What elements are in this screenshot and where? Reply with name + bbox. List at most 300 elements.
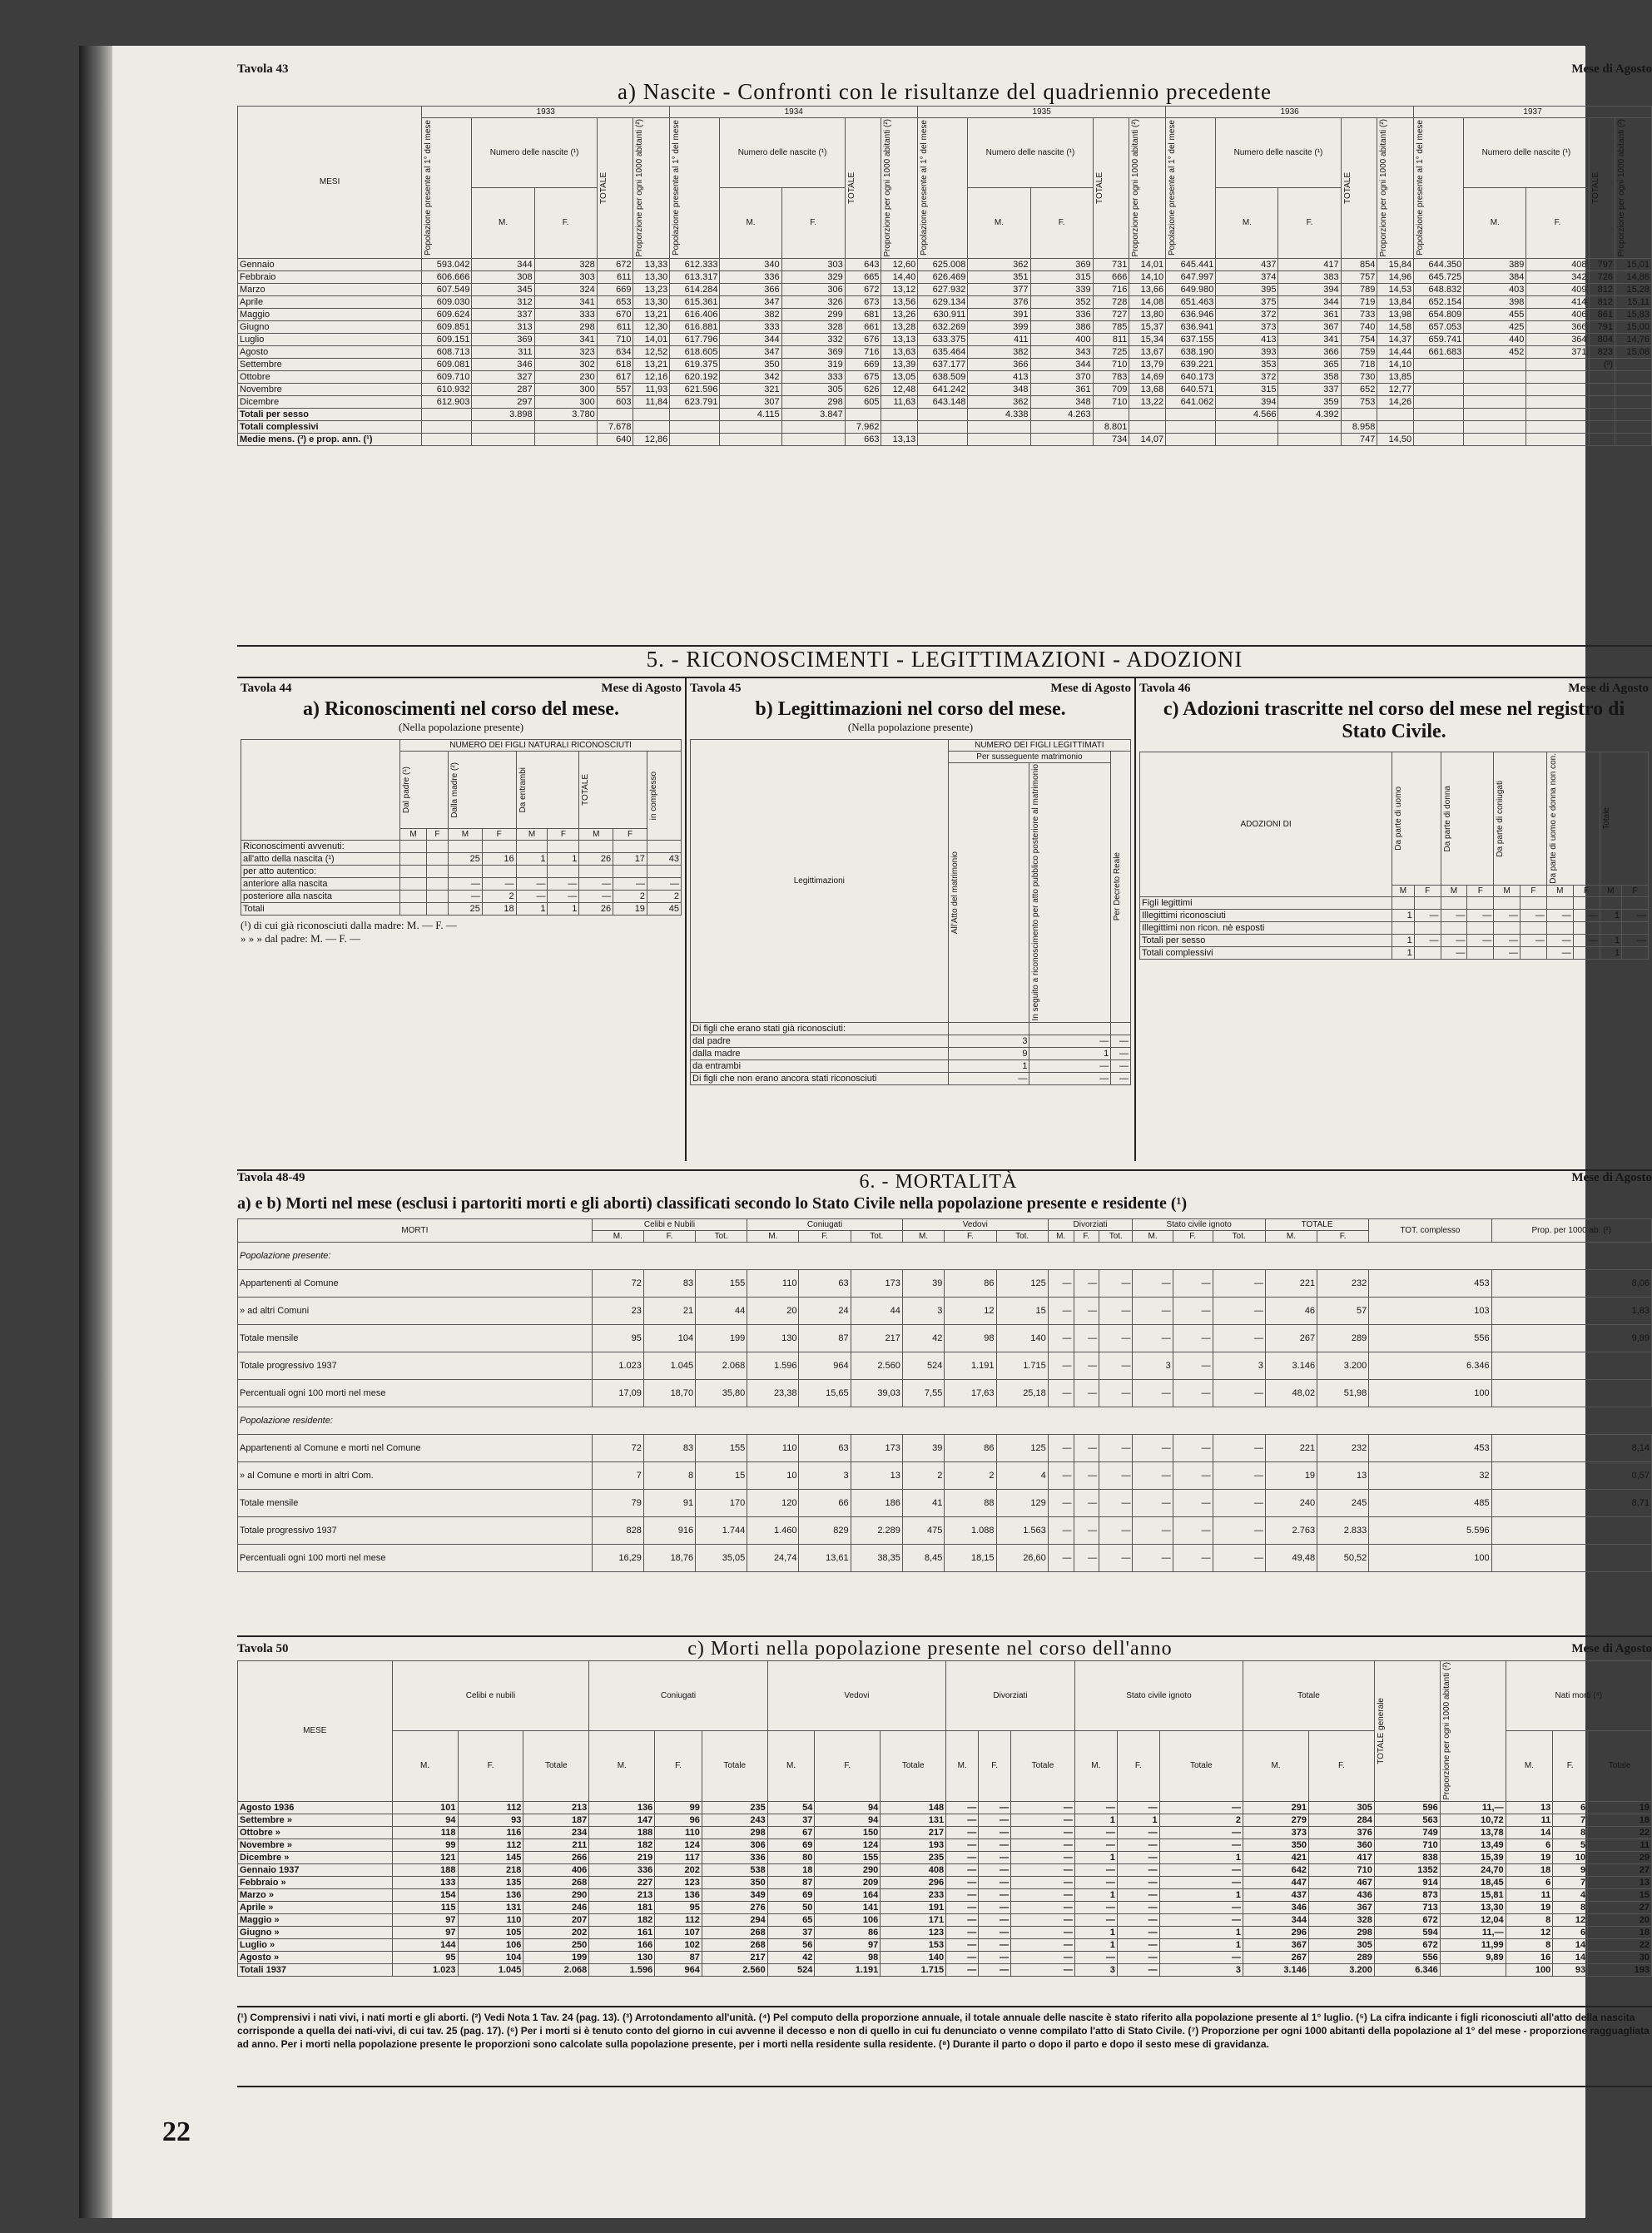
month-label: Settembre	[238, 358, 422, 370]
t50-cell: 12	[1553, 1913, 1588, 1926]
t46-cell	[1441, 896, 1467, 909]
deaths-cell: 1,83	[1491, 1298, 1651, 1325]
births-cell: 375	[1216, 295, 1278, 308]
f-header: F.	[781, 188, 845, 258]
t50-cell: —	[946, 1876, 979, 1888]
t50-cell: 1	[1074, 1926, 1117, 1938]
t50-cell: 217	[702, 1951, 767, 1963]
births-cell	[1414, 358, 1464, 370]
t44-cell: 1	[516, 853, 548, 866]
t44-cell	[426, 841, 448, 853]
t50-total-cell: 2.560	[702, 1963, 767, 1976]
t50-cell: 8	[1506, 1913, 1553, 1926]
t50-cell: 171	[881, 1913, 946, 1926]
t50-cell: 710	[1374, 1839, 1440, 1851]
sum-cell: 4.338	[968, 408, 1030, 420]
t46-cell: —	[1546, 934, 1573, 946]
t50-cell: 1	[1159, 1888, 1243, 1901]
deaths-cell: 1.045	[643, 1352, 695, 1380]
t46-col-header: Da parte di donna	[1441, 752, 1494, 886]
t50-cell: —	[1159, 1863, 1243, 1876]
births-cell: 785	[1093, 320, 1129, 333]
births-pop-header: Popolazione presente al 1° del mese	[1166, 118, 1216, 259]
t50-month-label: Marzo »	[238, 1888, 393, 1901]
deaths-cell: 199	[696, 1325, 747, 1352]
t50-total-cell: 1.596	[589, 1963, 655, 1976]
sub-header: F.	[799, 1231, 851, 1243]
t45-row-label: da entrambi	[691, 1059, 949, 1072]
deaths-row-label: Popolazione residente:	[238, 1407, 1652, 1435]
births-num-header: Numero delle nascite (¹)	[472, 118, 597, 188]
births-cell: 341	[534, 333, 597, 345]
births-cell: 593.042	[422, 258, 472, 270]
t50-cell: 96	[655, 1814, 702, 1826]
t50-cell: 181	[589, 1901, 655, 1913]
t50-total-cell: —	[1117, 1963, 1159, 1976]
t50-cell: —	[946, 1913, 979, 1926]
t50-cell: 207	[523, 1913, 589, 1926]
births-cell: 618	[597, 358, 633, 370]
t46-cell: —	[1494, 934, 1521, 946]
deaths-cell: 155	[696, 1270, 747, 1298]
month-label: Maggio	[238, 308, 422, 320]
t50-cell: 9	[1553, 1863, 1588, 1876]
t44-cell: —	[449, 878, 483, 891]
t50-total-cell: 1.045	[458, 1963, 523, 1976]
t50-cell: 98	[815, 1951, 881, 1963]
deaths-cell: 39	[902, 1270, 945, 1298]
births-cell: 351	[968, 270, 1030, 283]
t44-cell: 43	[647, 853, 681, 866]
sum-cell: 4.115	[720, 408, 781, 420]
t50-row	[238, 1876, 1652, 1888]
page-number: 22	[162, 2116, 191, 2147]
t50-cell: 164	[815, 1888, 881, 1901]
deaths-cell: 13	[1317, 1462, 1369, 1490]
t45-cell: —	[1029, 1072, 1111, 1084]
births-cell: 640.173	[1166, 370, 1216, 383]
deaths-cell: 13	[851, 1462, 902, 1490]
t44-cell: 1	[548, 853, 579, 866]
t50-cell: 136	[589, 1801, 655, 1814]
f-header: F.	[1526, 188, 1589, 258]
t50-cell: 296	[881, 1876, 946, 1888]
t46-cell	[1600, 921, 1622, 934]
t50-cell: 4	[1553, 1888, 1588, 1901]
t50-month-label: Dicembre »	[238, 1851, 393, 1863]
f-header: F	[1521, 885, 1547, 896]
t50-cell: 15	[1588, 1888, 1652, 1901]
t50-cell: 12,04	[1440, 1913, 1506, 1926]
sub-header: Totale	[1011, 1731, 1075, 1801]
deaths-row-label: Totale mensile	[238, 1325, 593, 1352]
t50-cell: 87	[655, 1951, 702, 1963]
t46-cell	[1414, 946, 1441, 959]
deaths-row	[238, 1407, 1652, 1435]
deaths-cell: 44	[696, 1298, 747, 1325]
t46-col-header: Totale	[1600, 752, 1648, 886]
t46-cell	[1573, 896, 1600, 909]
t50-month-label: Novembre »	[238, 1839, 393, 1851]
t44-cell: —	[449, 891, 483, 903]
t46-cell	[1622, 896, 1649, 909]
births-cell: 13,98	[1377, 308, 1414, 320]
t46-cell	[1494, 921, 1521, 934]
t45-row-label: dalla madre	[691, 1047, 949, 1059]
births-cell: 611	[597, 270, 633, 283]
sum-cell: 7.678	[597, 420, 633, 433]
births-cell: 652	[1341, 383, 1377, 395]
t44-cell	[613, 866, 647, 878]
births-cell: 647.997	[1166, 270, 1216, 283]
t50-cell: 148	[881, 1801, 946, 1814]
t50-total-cell: 1.715	[881, 1963, 946, 1976]
t50-cell: —	[1011, 1876, 1075, 1888]
t48-tavola: Tavola 48-49	[237, 1171, 305, 1184]
t50-cell: 15,81	[1440, 1888, 1506, 1901]
deaths-cell: 87	[799, 1325, 851, 1352]
t50-cell: 22	[1588, 1826, 1652, 1839]
deaths-cell: 8,14	[1491, 1435, 1651, 1462]
t50-cell: —	[1117, 1876, 1159, 1888]
births-cell: 302	[534, 358, 597, 370]
births-cell: 651.463	[1166, 295, 1216, 308]
t50-cell: 123	[881, 1926, 946, 1938]
births-cell: 657.053	[1414, 320, 1464, 333]
deaths-cell: —	[1213, 1462, 1265, 1490]
births-cell: 287	[472, 383, 534, 395]
deaths-cell: 155	[696, 1435, 747, 1462]
t50-cell: 1	[1074, 1851, 1117, 1863]
deaths-row	[238, 1545, 1652, 1572]
deaths-cell: 98	[945, 1325, 996, 1352]
t50-cell: 1	[1159, 1851, 1243, 1863]
t50-cell: 27	[1588, 1901, 1652, 1913]
t50-cell: 16	[1506, 1951, 1553, 1963]
births-cell: 632.269	[918, 320, 968, 333]
births-cell: 672	[845, 283, 881, 295]
births-cell: 804	[1589, 333, 1615, 345]
t50-month-label: Gennaio 1937	[238, 1863, 393, 1876]
t45-tavola: Tavola 45	[690, 682, 742, 695]
deaths-cell: —	[1048, 1517, 1074, 1545]
t50-cell: 188	[392, 1863, 458, 1876]
births-prop-header: Proporzione per ogni 1000 abitanti (²)	[881, 118, 918, 259]
t50-cell: —	[979, 1926, 1011, 1938]
t50-cell: 563	[1374, 1814, 1440, 1826]
t46-title: c) Adozioni trascritte nel corso del mese nel registro di Stato Civile.	[1163, 698, 1625, 742]
births-month-row	[238, 320, 1652, 333]
births-cell: 366	[1526, 320, 1589, 333]
births-cell: 15,84	[1377, 258, 1414, 270]
t50-cell: 213	[589, 1888, 655, 1901]
births-cell: 365	[1278, 358, 1341, 370]
t45-panel	[687, 678, 1136, 1161]
t50-cell: 121	[392, 1851, 458, 1863]
t45-row	[691, 1072, 1131, 1084]
births-cell: 14,53	[1377, 283, 1414, 295]
deaths-cell: 221	[1265, 1270, 1317, 1298]
births-cell: 299	[781, 308, 845, 320]
t46-cell: —	[1441, 946, 1467, 959]
t50-cell: 116	[458, 1826, 523, 1839]
births-year-header: 1933	[422, 107, 670, 118]
t50-cell: —	[946, 1888, 979, 1901]
t50-cell: 130	[589, 1951, 655, 1963]
t50-cell: 123	[655, 1876, 702, 1888]
t50-cell: 37	[767, 1926, 815, 1938]
births-cell: 343	[1030, 345, 1093, 358]
deaths-cell: —	[1133, 1325, 1173, 1352]
sub-header: M.	[1074, 1731, 1117, 1801]
births-cell: 811	[1093, 333, 1129, 345]
t50-cell: 873	[1374, 1888, 1440, 1901]
deaths-cell: —	[1173, 1352, 1213, 1380]
t46-row-label: Figli legittimi	[1140, 896, 1392, 909]
deaths-cell: —	[1074, 1490, 1099, 1517]
deaths-cell: 46	[1265, 1298, 1317, 1325]
births-cell: 661.683	[1414, 345, 1464, 358]
m-header: M	[1494, 885, 1521, 896]
deaths-cell: 1.563	[996, 1517, 1048, 1545]
deaths-cell: 6.346	[1369, 1352, 1491, 1380]
births-cell: 389	[1464, 258, 1526, 270]
t44-cell: 1	[516, 903, 548, 916]
t50-cell: 117	[655, 1851, 702, 1863]
t50-cell: 538	[702, 1863, 767, 1876]
births-cell: 348	[968, 383, 1030, 395]
t50-total-cell: 100	[1506, 1963, 1553, 1976]
t50-cell: 150	[815, 1826, 881, 1839]
t45-title: b) Legittimazioni nel corso del mese.	[755, 698, 1066, 720]
t50-cell: 93	[458, 1814, 523, 1826]
births-month-row	[238, 333, 1652, 345]
births-cell: 437	[1216, 258, 1278, 270]
t44-cell	[548, 841, 579, 853]
t50-cell: 11,99	[1440, 1938, 1506, 1951]
sub-header: Totale	[1159, 1731, 1243, 1801]
t50-cell: —	[1074, 1863, 1117, 1876]
births-cell: 643	[845, 258, 881, 270]
deaths-cell: 57	[1317, 1298, 1369, 1325]
m-header: M.	[720, 188, 781, 258]
births-cell: 759	[1341, 345, 1377, 358]
t44-cell	[426, 891, 448, 903]
births-month-row	[238, 258, 1652, 270]
t50-cell: 118	[392, 1826, 458, 1839]
births-cell: 384	[1464, 270, 1526, 283]
t50-cell: 6	[1553, 1926, 1588, 1938]
t45-row	[691, 1035, 1131, 1047]
births-cell: 15,34	[1129, 333, 1166, 345]
t50-cell: 106	[458, 1938, 523, 1951]
births-cell: 329	[781, 270, 845, 283]
deaths-cell: 23	[592, 1298, 643, 1325]
births-cell: 333	[534, 308, 597, 320]
t50-row	[238, 1913, 1652, 1926]
t50-cell: —	[1117, 1926, 1159, 1938]
births-cell: 609.081	[422, 358, 472, 370]
t50-cell: 268	[702, 1926, 767, 1938]
f-header: F.	[1030, 188, 1093, 258]
births-cell: 640.571	[1166, 383, 1216, 395]
births-month-row	[238, 370, 1652, 383]
t50-row	[238, 1888, 1652, 1901]
births-cell: 609.151	[422, 333, 472, 345]
t50-cell: 13	[1506, 1801, 1553, 1814]
births-cell: 13,30	[633, 270, 670, 283]
births-cell: 627.932	[918, 283, 968, 295]
t50-cell: —	[1074, 1839, 1117, 1851]
t46-cell	[1546, 921, 1573, 934]
t45-cell: —	[1029, 1035, 1111, 1047]
t44-cell: —	[516, 891, 548, 903]
t50-cell: —	[979, 1851, 1011, 1863]
t50-total-cell: 3	[1074, 1963, 1117, 1976]
births-cell: 638.190	[1166, 345, 1216, 358]
sub-header: M.	[767, 1731, 815, 1801]
births-cell: 333	[720, 320, 781, 333]
deaths-cell: 964	[799, 1352, 851, 1380]
t46-table	[1139, 752, 1649, 960]
t50-cell: 161	[589, 1926, 655, 1938]
deaths-cell: 829	[799, 1517, 851, 1545]
t50-cell: 13,49	[1440, 1839, 1506, 1851]
births-cell: 315	[1030, 270, 1093, 283]
deaths-cell: 20	[747, 1298, 799, 1325]
t50-cell: 13	[1588, 1876, 1652, 1888]
deaths-cell: 2.068	[696, 1352, 747, 1380]
deaths-group-header: Stato civile ignoto	[1133, 1219, 1265, 1231]
births-cell	[1615, 358, 1651, 370]
deaths-cell: 7	[592, 1462, 643, 1490]
sub-header: M.	[592, 1231, 643, 1243]
t50-cell: 27	[1588, 1863, 1652, 1876]
sub-header: F.	[945, 1231, 996, 1243]
births-cell: 440	[1464, 333, 1526, 345]
f-header: F	[1467, 885, 1494, 896]
deaths-cell: 221	[1265, 1435, 1317, 1462]
sum-cell: 8.958	[1341, 420, 1377, 433]
deaths-cell: 110	[747, 1435, 799, 1462]
births-cell: 13,28	[881, 320, 918, 333]
births-cell	[1464, 395, 1526, 408]
births-cell: 366	[1278, 345, 1341, 358]
deaths-cell: 232	[1317, 1270, 1369, 1298]
t44-row-label: per atto autentico:	[241, 866, 400, 878]
deaths-cell: 19	[1265, 1462, 1317, 1490]
t44-cell: 25	[449, 903, 483, 916]
deaths-cell: 83	[643, 1270, 695, 1298]
month-label: Marzo	[238, 283, 422, 295]
t50-cell: 6	[1506, 1839, 1553, 1851]
deaths-row	[238, 1517, 1652, 1545]
births-cell: 345	[472, 283, 534, 295]
t50-group-header: Proporzione per ogni 1000 abitanti (²)	[1440, 1661, 1506, 1802]
t46-cell: 1	[1600, 946, 1622, 959]
births-month-row	[238, 345, 1652, 358]
deaths-cell: —	[1133, 1298, 1173, 1325]
births-cell: 324	[534, 283, 597, 295]
t50-total-cell: 1.191	[815, 1963, 881, 1976]
t50-cell: 141	[815, 1901, 881, 1913]
t50-row	[238, 1938, 1652, 1951]
t50-cell: 11,—	[1440, 1926, 1506, 1938]
deaths-cell: 86	[945, 1435, 996, 1462]
deaths-cell: —	[1133, 1462, 1173, 1490]
t50-cell: 110	[458, 1913, 523, 1926]
t50-cell: 14	[1553, 1951, 1588, 1963]
births-cell	[1464, 358, 1526, 370]
births-cell: 789	[1341, 283, 1377, 295]
deaths-cell: —	[1099, 1435, 1133, 1462]
births-cell: 607.549	[422, 283, 472, 295]
t50-cell: 104	[458, 1951, 523, 1963]
t44-foot1: (¹) di cui già riconosciuti dalla madre: M. — F. —	[241, 919, 457, 931]
deaths-cell: —	[1173, 1462, 1213, 1490]
deaths-cell: —	[1213, 1298, 1265, 1325]
t46-month: Mese di Agosto	[1568, 682, 1649, 695]
m-header: M.	[1464, 188, 1526, 258]
t50-cell: 145	[458, 1851, 523, 1863]
deaths-cell: 50,52	[1317, 1545, 1369, 1572]
births-cell: 347	[720, 345, 781, 358]
deaths-cell: —	[1048, 1490, 1074, 1517]
t50-cell: —	[1117, 1901, 1159, 1913]
births-cell: 609.030	[422, 295, 472, 308]
deaths-row-label: Totale mensile	[238, 1490, 593, 1517]
deaths-cell: —	[1133, 1490, 1173, 1517]
births-cell: 452	[1464, 345, 1526, 358]
deaths-cell: 3	[1133, 1352, 1173, 1380]
m-header: M	[516, 829, 548, 841]
t50-cell: 437	[1243, 1888, 1309, 1901]
t44-row	[241, 903, 682, 916]
deaths-cell: 173	[851, 1435, 902, 1462]
births-cell: 300	[534, 383, 597, 395]
t50-cell: 67	[767, 1826, 815, 1839]
births-cell: 366	[968, 358, 1030, 370]
t50-cell: —	[946, 1951, 979, 1963]
deaths-cell: —	[1099, 1462, 1133, 1490]
t50-cell: 7	[1553, 1876, 1588, 1888]
births-cell: 13,67	[1129, 345, 1166, 358]
t50-cell: 86	[815, 1926, 881, 1938]
t46-cell: —	[1521, 934, 1547, 946]
t50-cell: 106	[815, 1913, 881, 1926]
t44-cell: 26	[579, 853, 613, 866]
t45-col-header: In seguito a riconoscimento per atto pubblico posteriore al matrimonio	[1029, 763, 1111, 1023]
t44-table	[241, 739, 682, 916]
t44-row-label: posteriore alla nascita	[241, 891, 400, 903]
deaths-row	[238, 1325, 1652, 1352]
deaths-row-label: Totale progressivo 1937	[238, 1352, 593, 1380]
t50-cell: 594	[1374, 1926, 1440, 1938]
t44-cell: 17	[613, 853, 647, 866]
births-pop-header: Popolazione presente al 1° del mese	[918, 118, 968, 259]
sub-header: Totale	[881, 1731, 946, 1801]
month-label: Febbraio	[238, 270, 422, 283]
deaths-cell: 120	[747, 1490, 799, 1517]
t50-cell: 298	[1308, 1926, 1374, 1938]
month-ref: Mese di Agosto	[1571, 62, 1652, 76]
t50-cell: 11	[1588, 1839, 1652, 1851]
t50-cell: —	[1117, 1801, 1159, 1814]
t50-cell: 346	[1243, 1901, 1309, 1913]
t50-cell: 219	[589, 1851, 655, 1863]
births-cell: 406	[1526, 308, 1589, 320]
m-header: M.	[472, 188, 534, 258]
